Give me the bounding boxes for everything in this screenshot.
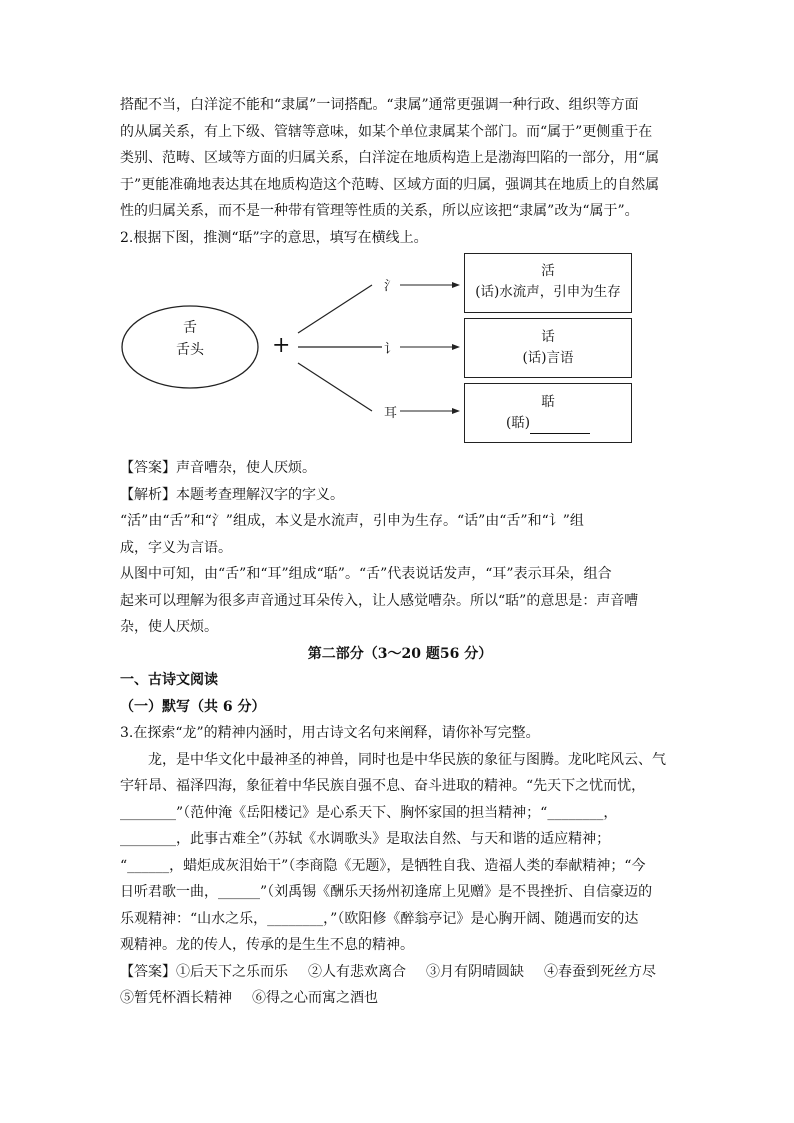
passage-line: ________，此事古难全”（苏轼《水调歌头》是取法自然、与天和谐的适应精神； [120,831,611,847]
passage-line: 观精神。龙的传人，传承的是生生不息的精神。 [120,937,414,953]
passage-line: 宇轩昂、福泽四海，象征着中华民族自强不息、奋斗进取的精神。“先天下之忧而忧， [120,778,646,794]
analysis-line: 成，字义为言语。 [120,539,232,556]
answer-item: ⑥得之心而寓之酒也 [252,990,378,1006]
answer-item: ④春蚕到死丝方尽 [544,963,656,980]
arrow-head-middle [452,344,460,350]
answer-3-line [120,959,680,986]
box-huo [464,253,632,313]
paragraph-line: 类别、范畴、区域等方面的归属关系，白洋淀在地质构造上是渤海凹陷的一部分，用“属 [120,150,660,166]
paragraph-line: 搭配不当，白洋淀不能和“隶属”一词搭配。“隶属”通常更强调一种行政、组织等方面 [120,97,639,113]
radical-speech: 讠 [384,342,398,357]
passage-line: ________”（范仲淹《岳阳楼记》是心系天下、胸怀家国的担当精神；“________， [120,804,618,821]
box-desc-row [465,413,631,434]
passage-line: 龙，是中华文化中最神圣的神兽，同时也是中华民族的象征与图腾。龙叱咤风云、气 [148,751,666,768]
radical-ear: 耳 [384,406,398,421]
arrow-head-top [452,282,460,288]
box-desc: (话)水流声，引申为生存 [475,284,621,300]
analysis-line: 杂，使人厌烦。 [120,619,218,635]
passage-line: 乐观精神：“山水之乐，________，”（欧阳修《醉翁亭记》是心胸开阔、随遇而安的达 [120,910,639,927]
paragraph-line: 的从属关系，有上下级、管辖等意味，如某个单位隶属某个部门。而“属于”更侧重于在 [120,123,653,140]
question-2: 2.根据下图，推测“聒”字的意思，填写在横线上。 [120,229,428,246]
arrow-head-bottom [452,408,460,414]
subsection-heading: （一）默写（共 6 分） [120,698,266,715]
section-heading: 一、古诗文阅读 [120,672,218,688]
paragraph-line: 于”更能准确地表达其在地质构造这个范畴、区域方面的归属，强调其在地质上的自然属 [120,176,660,193]
branch-line-bottom [298,363,372,411]
box-guo [464,383,632,443]
box-title: 聒 [541,394,555,410]
branch-line-top [298,285,372,333]
box-desc: (话)言语 [522,350,574,366]
analysis-line: 从图中可知，由“舌”和“耳”组成“聒”。“舌”代表说话发声，“耳”表示耳朵，组合 [120,566,612,582]
box-title: 话 [541,329,555,345]
passage-line: “______，蜡炬成灰泪始干”（李商隐《无题》，是牺牲自我、造福人类的奉献精神；“今 [120,857,646,874]
passage-line: 日听君歌一曲，______”（刘禹锡《酬乐天扬州初逢席上见赠》是不畏挫折、自信豪迈的 [120,884,653,900]
analysis-line: 起来可以理解为很多声音通过耳朵传入，让人感觉嘈杂。所以“聒”的意思是：声音嘈 [120,592,639,609]
answer-3-line [120,985,680,1012]
box-hua [464,318,632,378]
analysis-line: “活”由“舌”和“氵”组成，本义是水流声，引申为生存。“话”由“舌”和“讠”组 [120,513,584,529]
box-title: 活 [541,263,555,279]
answer-item: ③月有阴晴圆缺 [426,963,524,980]
answer-item: ②人有悲欢离合 [308,963,406,980]
character-diagram [120,253,680,453]
box-desc: (聒) [505,415,531,431]
paragraph-line: 性的归属关系，而不是一种带有管理等性质的关系，所以应该把“隶属”改为“属于”。 [120,203,639,219]
ellipse-word: 舌头 [176,342,204,358]
analysis-label: 【解析】本题考查理解汉字的字义。 [120,486,344,503]
answer-blank [530,419,590,434]
document-page [120,92,680,1012]
question-3: 3.在探索“龙”的精神内涵时，用古诗文名句来阐释，请你补写完整。 [120,725,540,741]
ellipse-char: 舌 [183,320,197,336]
part-2-title: 第二部分（3～20 题56 分） [307,645,493,662]
answer-item: ⑤暂凭杯酒长精神 [120,990,232,1006]
answer-2: 【答案】声音嘈杂，使人厌烦。 [120,460,316,476]
plus-sign: + [272,333,291,358]
radical-water: 氵 [384,279,398,294]
answer-item: 【答案】①后天下之乐而乐 [120,963,288,980]
